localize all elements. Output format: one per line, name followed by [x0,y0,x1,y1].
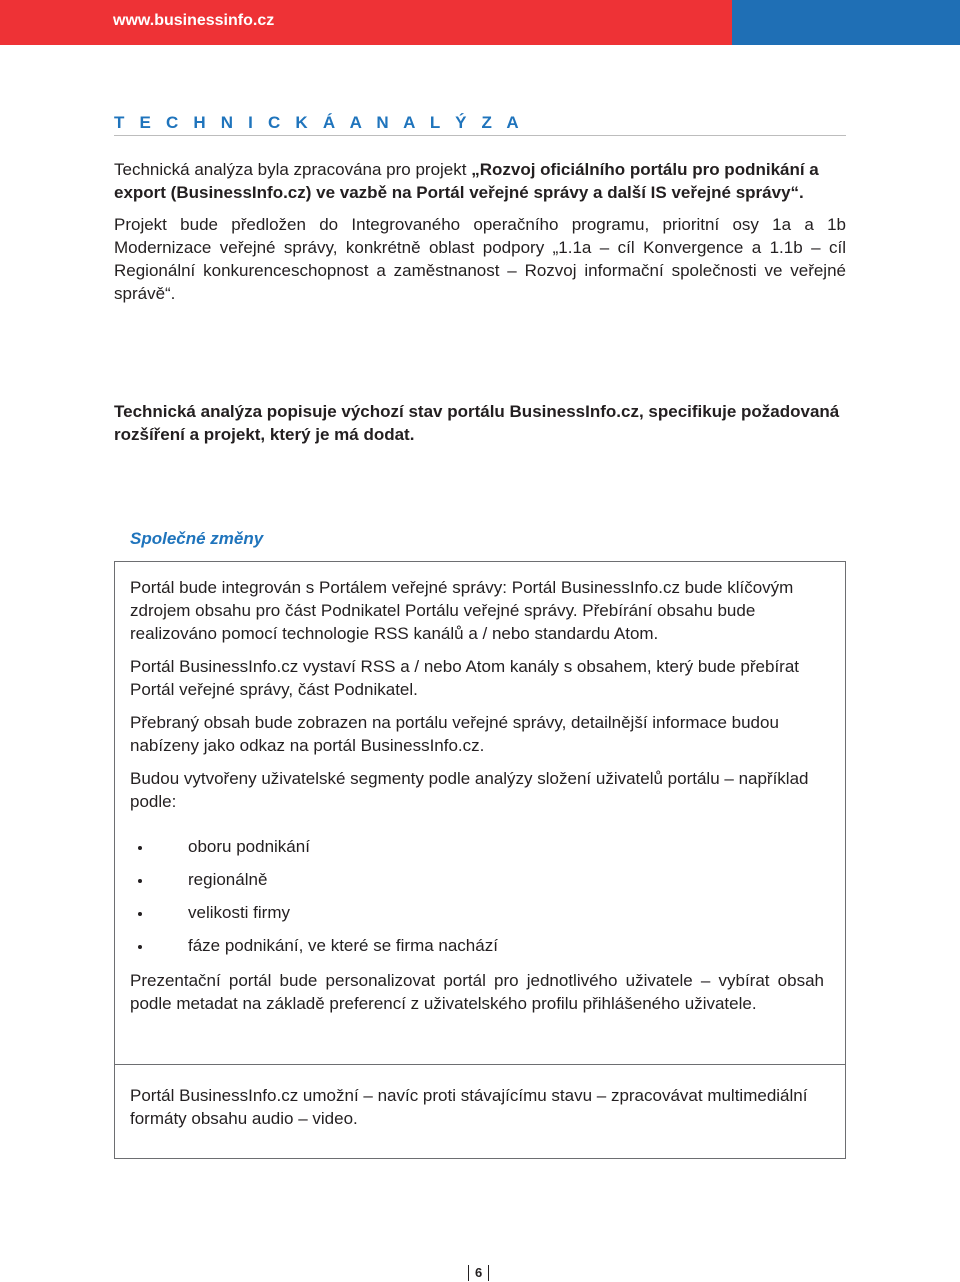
box-paragraph-5: Prezentační portál bude personalizovat portál pro jednotlivého uživatele – vybírat obsah podle metadat na základě preferencí z uživatelského profilu přihlášeného uživatele. [130,971,824,1013]
list-item-text: regionálně [188,870,268,889]
list-item [130,869,824,891]
summary-paragraph: Technická analýza popisuje výchozí stav portálu BusinessInfo.cz, specifikuje požadovaná rozšíření a projekt, který je má dodat. [114,402,840,444]
box-paragraph-6: Portál BusinessInfo.cz umožní – navíc proti stávajícímu stavu – zpracovávat multimediální formáty obsahu audio – video. [130,1086,808,1128]
list-item-text: velikosti firmy [188,903,291,922]
list-item-text: oboru podnikání [188,837,310,856]
header-url-link[interactable]: www.businessinfo.cz [113,12,275,29]
bullet-icon [138,879,142,883]
list-item [130,935,824,957]
bullet-icon [138,846,142,850]
list-item [130,902,824,924]
section-divider [114,135,846,136]
section-title: T E C H N I C K Á A N A L Ý Z A [114,113,524,132]
list-item [130,836,824,858]
intro-project-name: „Rozvoj oficiálního portálu pro podnikání a export (BusinessInfo.cz) ve vazbě na Portál veřejné správy a další IS veřejné správy“. [114,160,819,202]
box-title: Společné změny [130,529,264,548]
box-paragraph-3: Přebraný obsah bude zobrazen na portálu veřejné správy, detailnější informace budou nabízeny jako odkaz na portál BusinessInfo.cz. [130,713,779,755]
header-blue-band [732,0,960,45]
intro-text: Technická analýza byla zpracována pro projekt [114,160,472,179]
box-paragraph-1: Portál bude integrován s Portálem veřejné správy: Portál BusinessInfo.cz bude klíčovým zdrojem obsahu pro část Podnikatel Portálu veřejné správy. Přebírání obsahu bude realizováno pomocí technologie RSS kanálů a / nebo standardu Atom. [130,578,794,643]
bullet-icon [138,912,142,916]
header-bar [0,0,960,45]
box-paragraph-2: Portál BusinessInfo.cz vystaví RSS a / nebo Atom kanály s obsahem, který bude přebírat Portál veřejné správy, část Podnikatel. [130,657,800,699]
list-item-text: fáze podnikání, ve které se firma nachází [188,936,498,955]
header-red-band [0,0,732,45]
box-paragraph-4: Budou vytvořeny uživatelské segmenty podle analýzy složení uživatelů portálu – například podle: [130,769,809,811]
bullet-icon [138,945,142,949]
project-paragraph: Projekt bude předložen do Integrovaného operačního programu, prioritní osy 1a a 1b Modernizace veřejné správy, konkrétně oblast podpory „1.1a – cíl Konvergence a 1.1b – cíl Regionální konkurenceschopnost a zaměstnanost – Rozvoj informační společnosti ve veřejné správě“. [114,215,846,303]
intro-paragraph [114,158,846,204]
page-number: 6 [468,1265,489,1281]
